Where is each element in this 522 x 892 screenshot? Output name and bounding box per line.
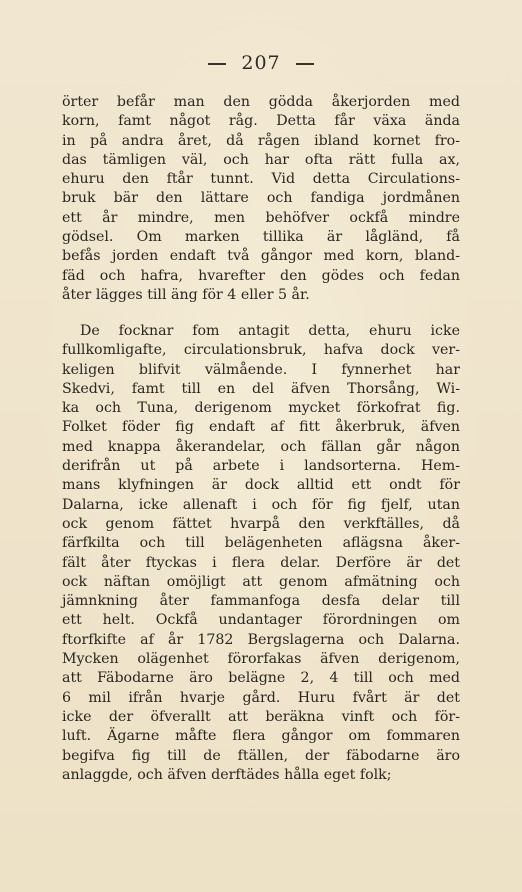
text-line: fullkomligafte, circulationsbruk, hafva dock ver- [62,342,460,359]
text-line: korn, famt något råg. Detta får växa ända [62,113,460,130]
text-line: De focknar fom antagit detta, ehuru icke [80,323,460,339]
text-line: 6 mil ifrån hvarje gård. Huru fvårt är det [62,689,460,706]
text-line: åter lägges till äng för 4 eller 5 år. [62,286,310,303]
text-line: ett helt. Ockfå undantager förordningen om [62,612,460,629]
text-line: mans klyfningen är dock alltid ett ondt för [62,477,460,494]
text-line: befås jorden endaft två gångor med korn, bland- [62,248,460,265]
text-line: ett år mindre, men behöfver ockfå mindre [62,209,460,226]
text-line: bruk bär den lättare och fandiga jordmånen [62,190,460,207]
text-line: luft. Ägarne måfte flera gångor om fommaren [62,728,460,745]
text-line: örter befår man den gödda åkerjorden med [62,94,460,110]
text-line: fäd och hafra, hvarefter den gödes och fedan [62,267,460,284]
text-line: gödsel. Om marken tillika är lågländ, få [62,229,460,246]
text-line: icke der öfverallt att beräkna vinft och för- [62,708,460,725]
header-dash-left [208,63,226,65]
text-line: ehuru den ftår tunnt. Vid detta Circulations- [62,171,460,188]
paragraph-2 [62,322,460,785]
text-line: anlaggde, och äfven derftädes hålla eget folk; [62,766,392,783]
text-line: ftorfkifte af år 1782 Bergslagerna och Dalarna. [62,631,460,648]
text-line: derifrån ut på arbete i landsorterna. Hem- [62,458,460,475]
text-line: ock genom fättet hvarpå den verkftälles, då [62,515,460,532]
text-line: begifva fig till de ftällen, der fäbodarne äro [62,747,460,764]
text-line: ka och Tuna, derigenom mycket förkofrat fig. [62,400,460,417]
text-line: das tämligen väl, och har ofta rätt fulla ax, [62,151,460,168]
text-line: att Fäbodarne äro belägne 2, 4 till och med [62,670,460,687]
text-line: ock näftan omöjligt att genom afmätning och [62,573,460,590]
text-line: färfkilta och till belägenheten aflägsna åker- [62,535,460,552]
text-line: med knappa åkerandelar, och fällan går någon [62,438,460,455]
paragraph-1 [62,93,460,305]
text-line: Mycken olägenhet förorfakas äfven derigenom, [62,651,460,668]
page-header [0,52,522,74]
text-line: fält åter ftyckas i flera delar. Derföre är det [62,554,460,571]
text-line: Dalarna, icke allenaft i och för fig fjelf, utan [62,496,460,513]
header-dash-right [296,63,314,65]
text-line: Skedvi, famt till en del äfven Thorsång, Wi- [62,380,460,397]
text-line: keligen blifvit välmående. I fynnerhet har [62,361,460,378]
text-line: Folket föder fig endaft af fitt åkerbruk, äfven [62,419,460,436]
text-line: jämnkning åter fammanfoga desfa delar till [62,593,460,610]
page-number: 207 [241,52,281,74]
text-line: in på andra året, då rågen ibland kornet fro- [62,132,460,149]
